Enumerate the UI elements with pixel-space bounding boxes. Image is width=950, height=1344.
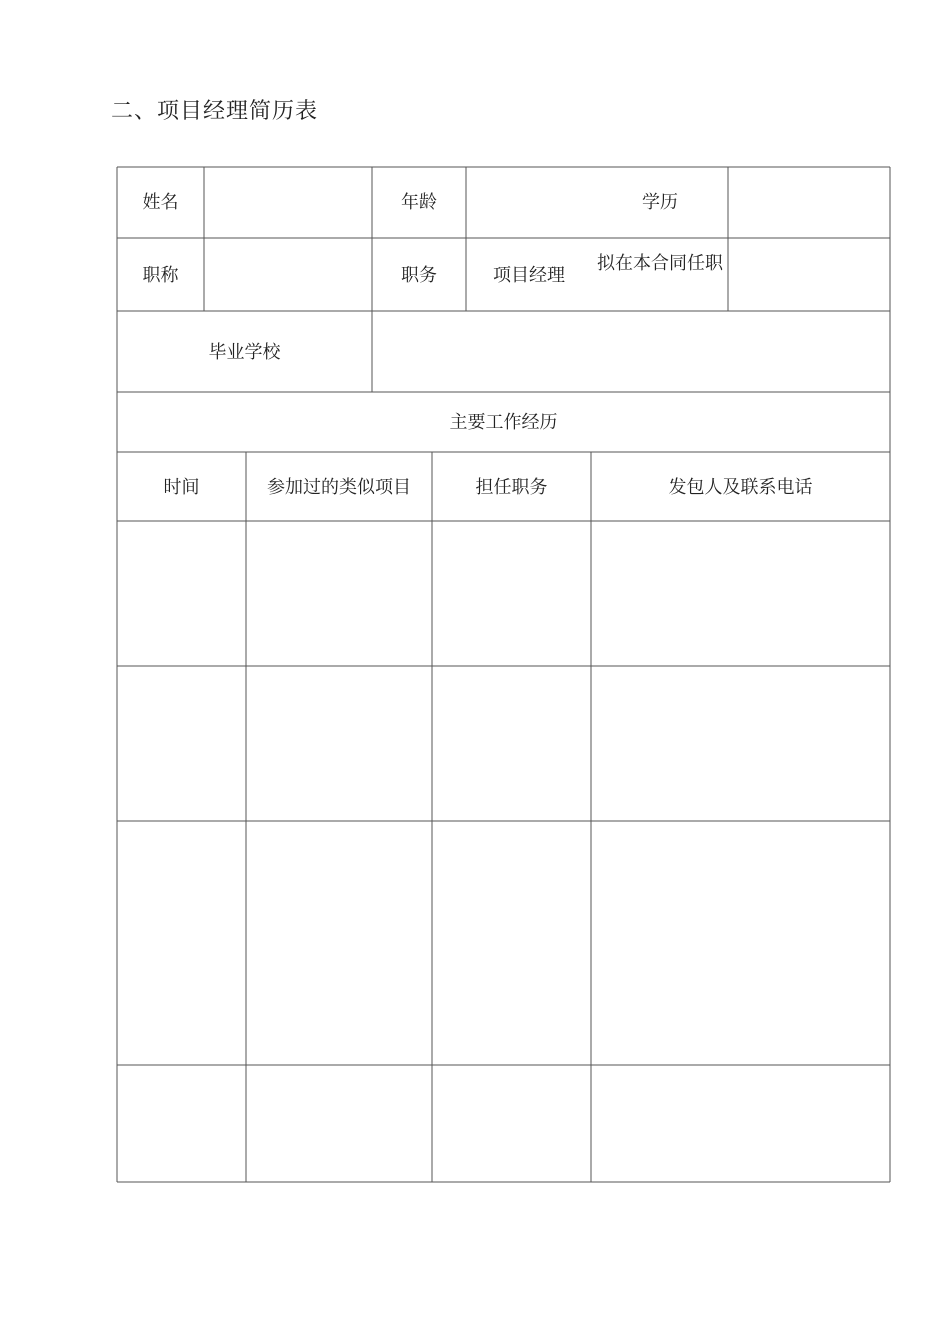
professional-title-field[interactable] <box>205 239 371 310</box>
position-value: 项目经理 <box>493 265 565 286</box>
document-title: 二、项目经理简历表 <box>111 99 319 124</box>
table-cell-time[interactable] <box>118 667 245 820</box>
education-label: 学历 <box>642 192 678 213</box>
table-cell-role[interactable] <box>433 667 590 820</box>
table-cell-project[interactable] <box>247 667 431 820</box>
table-cell-contact[interactable] <box>592 667 889 820</box>
table-cell-role[interactable] <box>433 522 590 665</box>
proposed-role-label: 拟在本合同任职 <box>597 253 723 274</box>
table-cell-time[interactable] <box>118 822 245 1064</box>
table-cell-project[interactable] <box>247 522 431 665</box>
school-label: 毕业学校 <box>208 342 281 363</box>
table-cell-contact[interactable] <box>592 822 889 1064</box>
age-field[interactable] <box>467 168 587 237</box>
name-label: 姓名 <box>142 192 179 213</box>
table-cell-contact[interactable] <box>592 1066 889 1181</box>
table-cell-project[interactable] <box>247 1066 431 1181</box>
proposed-role-field[interactable] <box>729 239 889 310</box>
table-cell-contact[interactable] <box>592 522 889 665</box>
work-history-header: 主要工作经历 <box>449 412 558 433</box>
table-cell-project[interactable] <box>247 822 431 1064</box>
age-label: 年龄 <box>401 192 437 213</box>
name-field[interactable] <box>205 168 371 237</box>
table-cell-role[interactable] <box>433 822 590 1064</box>
table-cell-role[interactable] <box>433 1066 590 1181</box>
position-label: 职务 <box>401 265 437 286</box>
col-header-role: 担任职务 <box>475 477 548 498</box>
education-field[interactable] <box>729 168 889 237</box>
col-header-employer-contact: 发包人及联系电话 <box>668 477 813 498</box>
col-header-similar-projects: 参加过的类似项目 <box>267 477 411 498</box>
table-cell-time[interactable] <box>118 522 245 665</box>
col-header-time: 时间 <box>163 477 200 498</box>
school-field[interactable] <box>373 312 889 391</box>
table-cell-time[interactable] <box>118 1066 245 1181</box>
professional-title-label: 职称 <box>142 265 179 286</box>
